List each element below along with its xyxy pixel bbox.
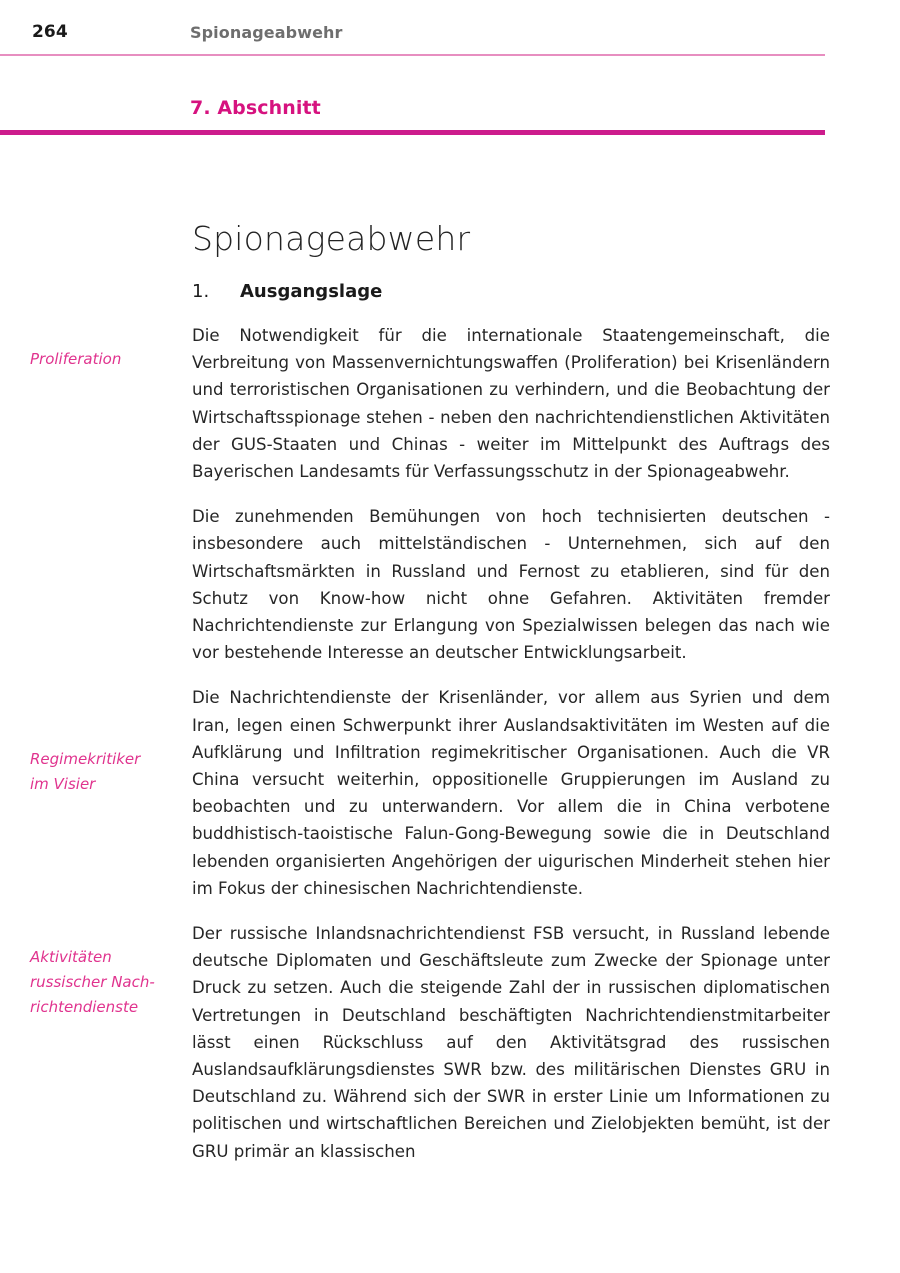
- margin-note-regimekritiker: [30, 747, 190, 797]
- margin-note-line: russischer Nach-: [30, 973, 155, 991]
- body-text-column: [192, 322, 830, 1165]
- margin-note-line: Proliferation: [30, 350, 122, 368]
- running-header: [0, 22, 825, 50]
- paragraph: Der russische Inlandsnachrichtendienst FSB versucht, in Russland lebende deutsche Diplomaten und Geschäftsleute zum Zwecke der Spionage unter Druck zu setzen. Auch die steigende Zahl der in russischen diplomatischen Vertretungen in Deutschland beschäftigten Nachrichtendienstmitarbeiter lässt einen Rückschluss auf den Aktivitätsgrad des russischen Auslandsaufklärungsdienstes SWR bzw. des militärischen Dienstes GRU in Deutschland zu. Während sich der SWR in erster Linie um Informationen zu politischen und wirtschaftlichen Bereichen und Zielobjekten bemüht, ist der GRU primär an klassischen: [192, 924, 830, 1161]
- paragraph: Die zunehmenden Bemühungen von hoch technisierten deutschen - insbesondere auch mittelständischen - Unternehmen, sich auf den Wirtschaftsmärkten in Russland und Fernost zu etablieren, sind für den Schutz von Know-how nicht ohne Gefahren. Aktivitäten fremder Nachrichtendienste zur Erlangung von Spezialwissen belegen das nach wie vor bestehende Interesse an deutscher Entwicklungsarbeit.: [192, 507, 830, 663]
- header-divider-rule: [0, 54, 825, 56]
- page-title: Spionageabwehr: [192, 219, 471, 259]
- paragraph: Die Nachrichtendienste der Krisenländer, vor allem aus Syrien und dem Iran, legen einen Schwerpunkt ihrer Auslandsaktivitäten im Westen auf die Aufklärung und Infiltration regimekritischer Organisationen. Auch die VR China versucht weiterhin, oppositionelle Gruppierungen im Ausland zu beobachten und zu unterwandern. Vor allem die in China verbotene buddhistisch-taoistische Falun-Gong-Bewegung sowie die in Deutschland lebenden organisierten Angehörigen der uigurischen Minderheit stehen hier im Fokus der chinesischen Nachrichtendienste.: [192, 688, 830, 898]
- section-kicker: 7. Abschnitt: [190, 97, 321, 119]
- subsection-heading: [192, 281, 832, 302]
- margin-note-line: im Visier: [30, 775, 96, 793]
- subsection-label: Ausgangslage: [240, 281, 383, 302]
- page-number: 264: [32, 22, 68, 42]
- running-header-title: Spionageabwehr: [190, 23, 343, 42]
- margin-note-aktivitaeten: [30, 945, 190, 1020]
- subsection-number: 1.: [192, 281, 210, 302]
- section-divider-rule: [0, 130, 825, 135]
- paragraph: Die Notwendigkeit für die internationale Staatengemeinschaft, die Verbreitung von Massenvernichtungswaffen (Proliferation) bei Krisenländern und terroristischen Organisationen zu verhindern, und die Beobachtung der Wirtschaftsspionage stehen - neben den nachrichtendienstlichen Aktivitäten der GUS-Staaten und Chinas - weiter im Mittelpunkt des Auftrags des Bayerischen Landesamts für Verfassungsschutz in der Spionageabwehr.: [192, 326, 830, 482]
- margin-note-proliferation: [30, 347, 190, 372]
- margin-note-line: Aktivitäten: [30, 948, 112, 966]
- margin-note-line: richtendienste: [30, 998, 139, 1016]
- margin-note-line: Regimekritiker: [30, 750, 141, 768]
